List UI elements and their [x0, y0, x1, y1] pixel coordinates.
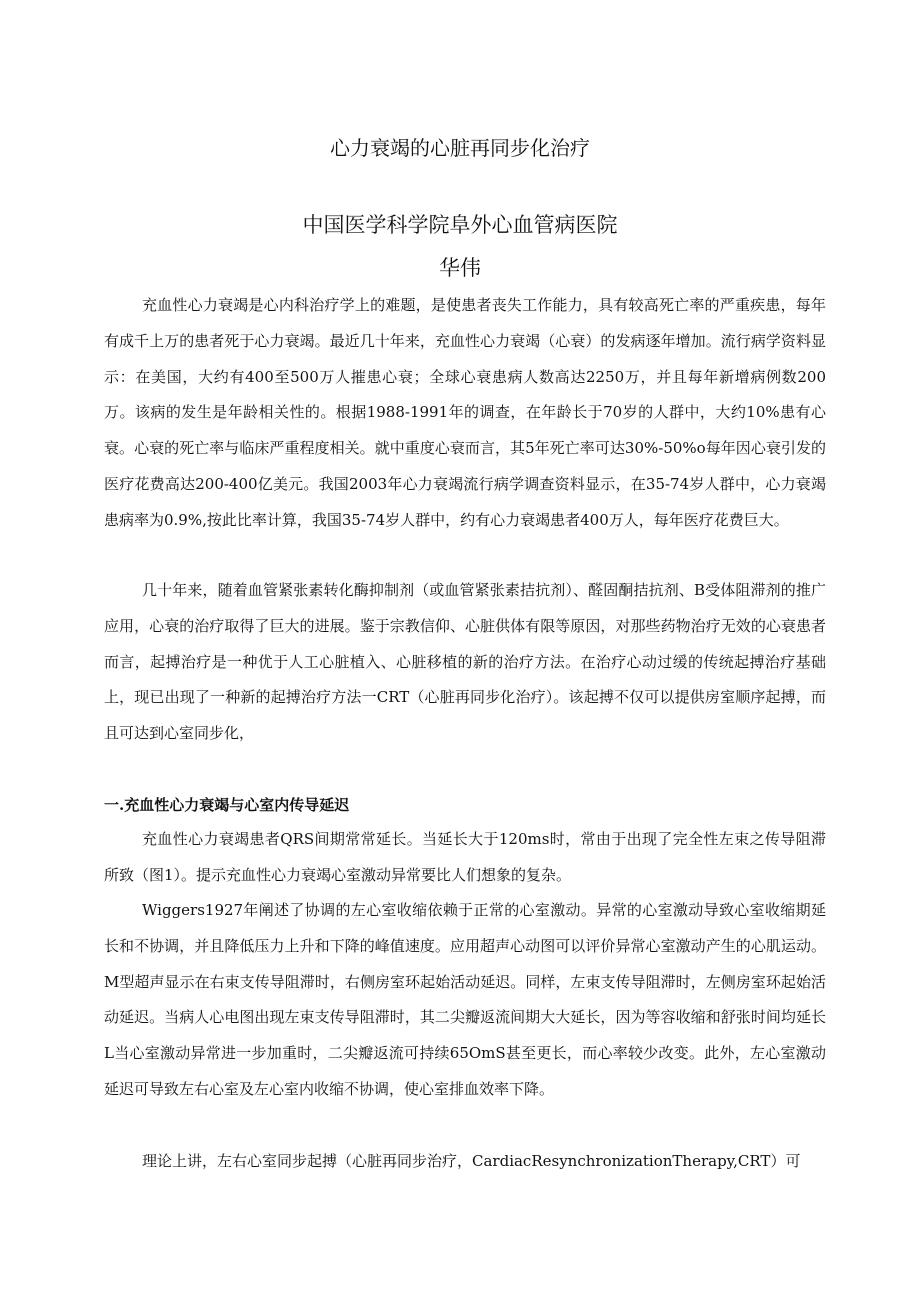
body-paragraph-1: 充血性心力衰竭是心内科治疗学上的难题，是使患者丧失工作能力，具有较高死亡率的严重疾患，每年有成千上万的患者死于心力衰竭。最近几十年来，充血性心力衰竭（心衰）的发病逐年增加。流行病学资料显示：在美国，大约有400至500万人摧患心衰；全球心衰患病人数高达2250万，并且每年新增病例数200万。该病的发生是年龄相关性的。根据1988-1991年的调查，在年龄长于70岁的人群中，大约10%患有心衰。心衰的死亡率与临床严重程度相关。就中重度心衰而言，其5年死亡率可达30%-50%o每年因心衰引发的医疗花费高达200-400亿美元。我国2003年心力衰竭流行病学调查资料显示，在35-74岁人群中，心力衰竭患病率为0.9%,按此比率计算，我国35-74岁人群中，约有心力衰竭患者400万人，每年医疗花费巨大。 — [104, 296, 826, 529]
body-paragraph-4: Wiggers1927年阐述了协调的左心室收缩依赖于正常的心室激动。异常的心室激动导致心室收缩期延长和不协调，并且降低压力上升和下降的峰值速度。应用超声心动图可以评价异常心室激动产生的心肌运动。M型超声显示在右束支传导阻滞时，右侧房室环起始活动延迟。同样，左束支传导阻滞时，左侧房室环起始活动延迟。当病人心电图出现左束支传导阻滞时，其二尖瓣返流间期大大延长，因为等容收缩和舒张时间均延长L当心室激动异常进一步加重时，二尖瓣返流可持续65OmS甚至更长，而心率较少改变。此外，左心室激动延迟可导致左右心室及左心室内收缩不协调，使心室排血效率下降。 — [104, 901, 826, 1098]
document-title: 心力衰竭的心脏再同步化治疗 — [330, 136, 590, 160]
body-paragraph-3: 充血性心力衰竭患者QRS间期常常延长。当延长大于120ms时，常由于出现了完全性左束之传导阻滞所致（图1）。提示充血性心力衰竭心室激动异常要比人们想象的复杂。 — [104, 830, 826, 884]
author-name: 华伟 — [439, 256, 481, 280]
body-paragraph-2: 几十年来，随着血管紧张素转化酶抑制剂（或血管紧张素拮抗剂）、醛固酮拮抗剂、B受体阻滞剂的推广应用，心衰的治疗取得了巨大的进展。鉴于宗教信仰、心脏供体有限等原因，对那些药物治疗无效的心衰患者而言，起搏治疗是一种优于人工心脏植入、心脏移植的新的治疗方法。在治疗心动过缓的传统起搏治疗基础上，现已出现了一种新的起搏治疗方法一CRT（心脏再同步化治疗）。该起搏不仅可以提供房室顺序起搏，而且可达到心室同步化， — [104, 581, 826, 743]
body-paragraph-5: 理论上讲，左右心室同步起搏（心脏再同步治疗，CardiacResynchronizationTherapy,CRT）可 — [142, 1152, 801, 1170]
section-heading-1: 一.充血性心力衰竭与心室内传导延迟 — [104, 796, 350, 814]
author-organization: 中国医学科学院阜外心血管病医院 — [302, 213, 618, 237]
